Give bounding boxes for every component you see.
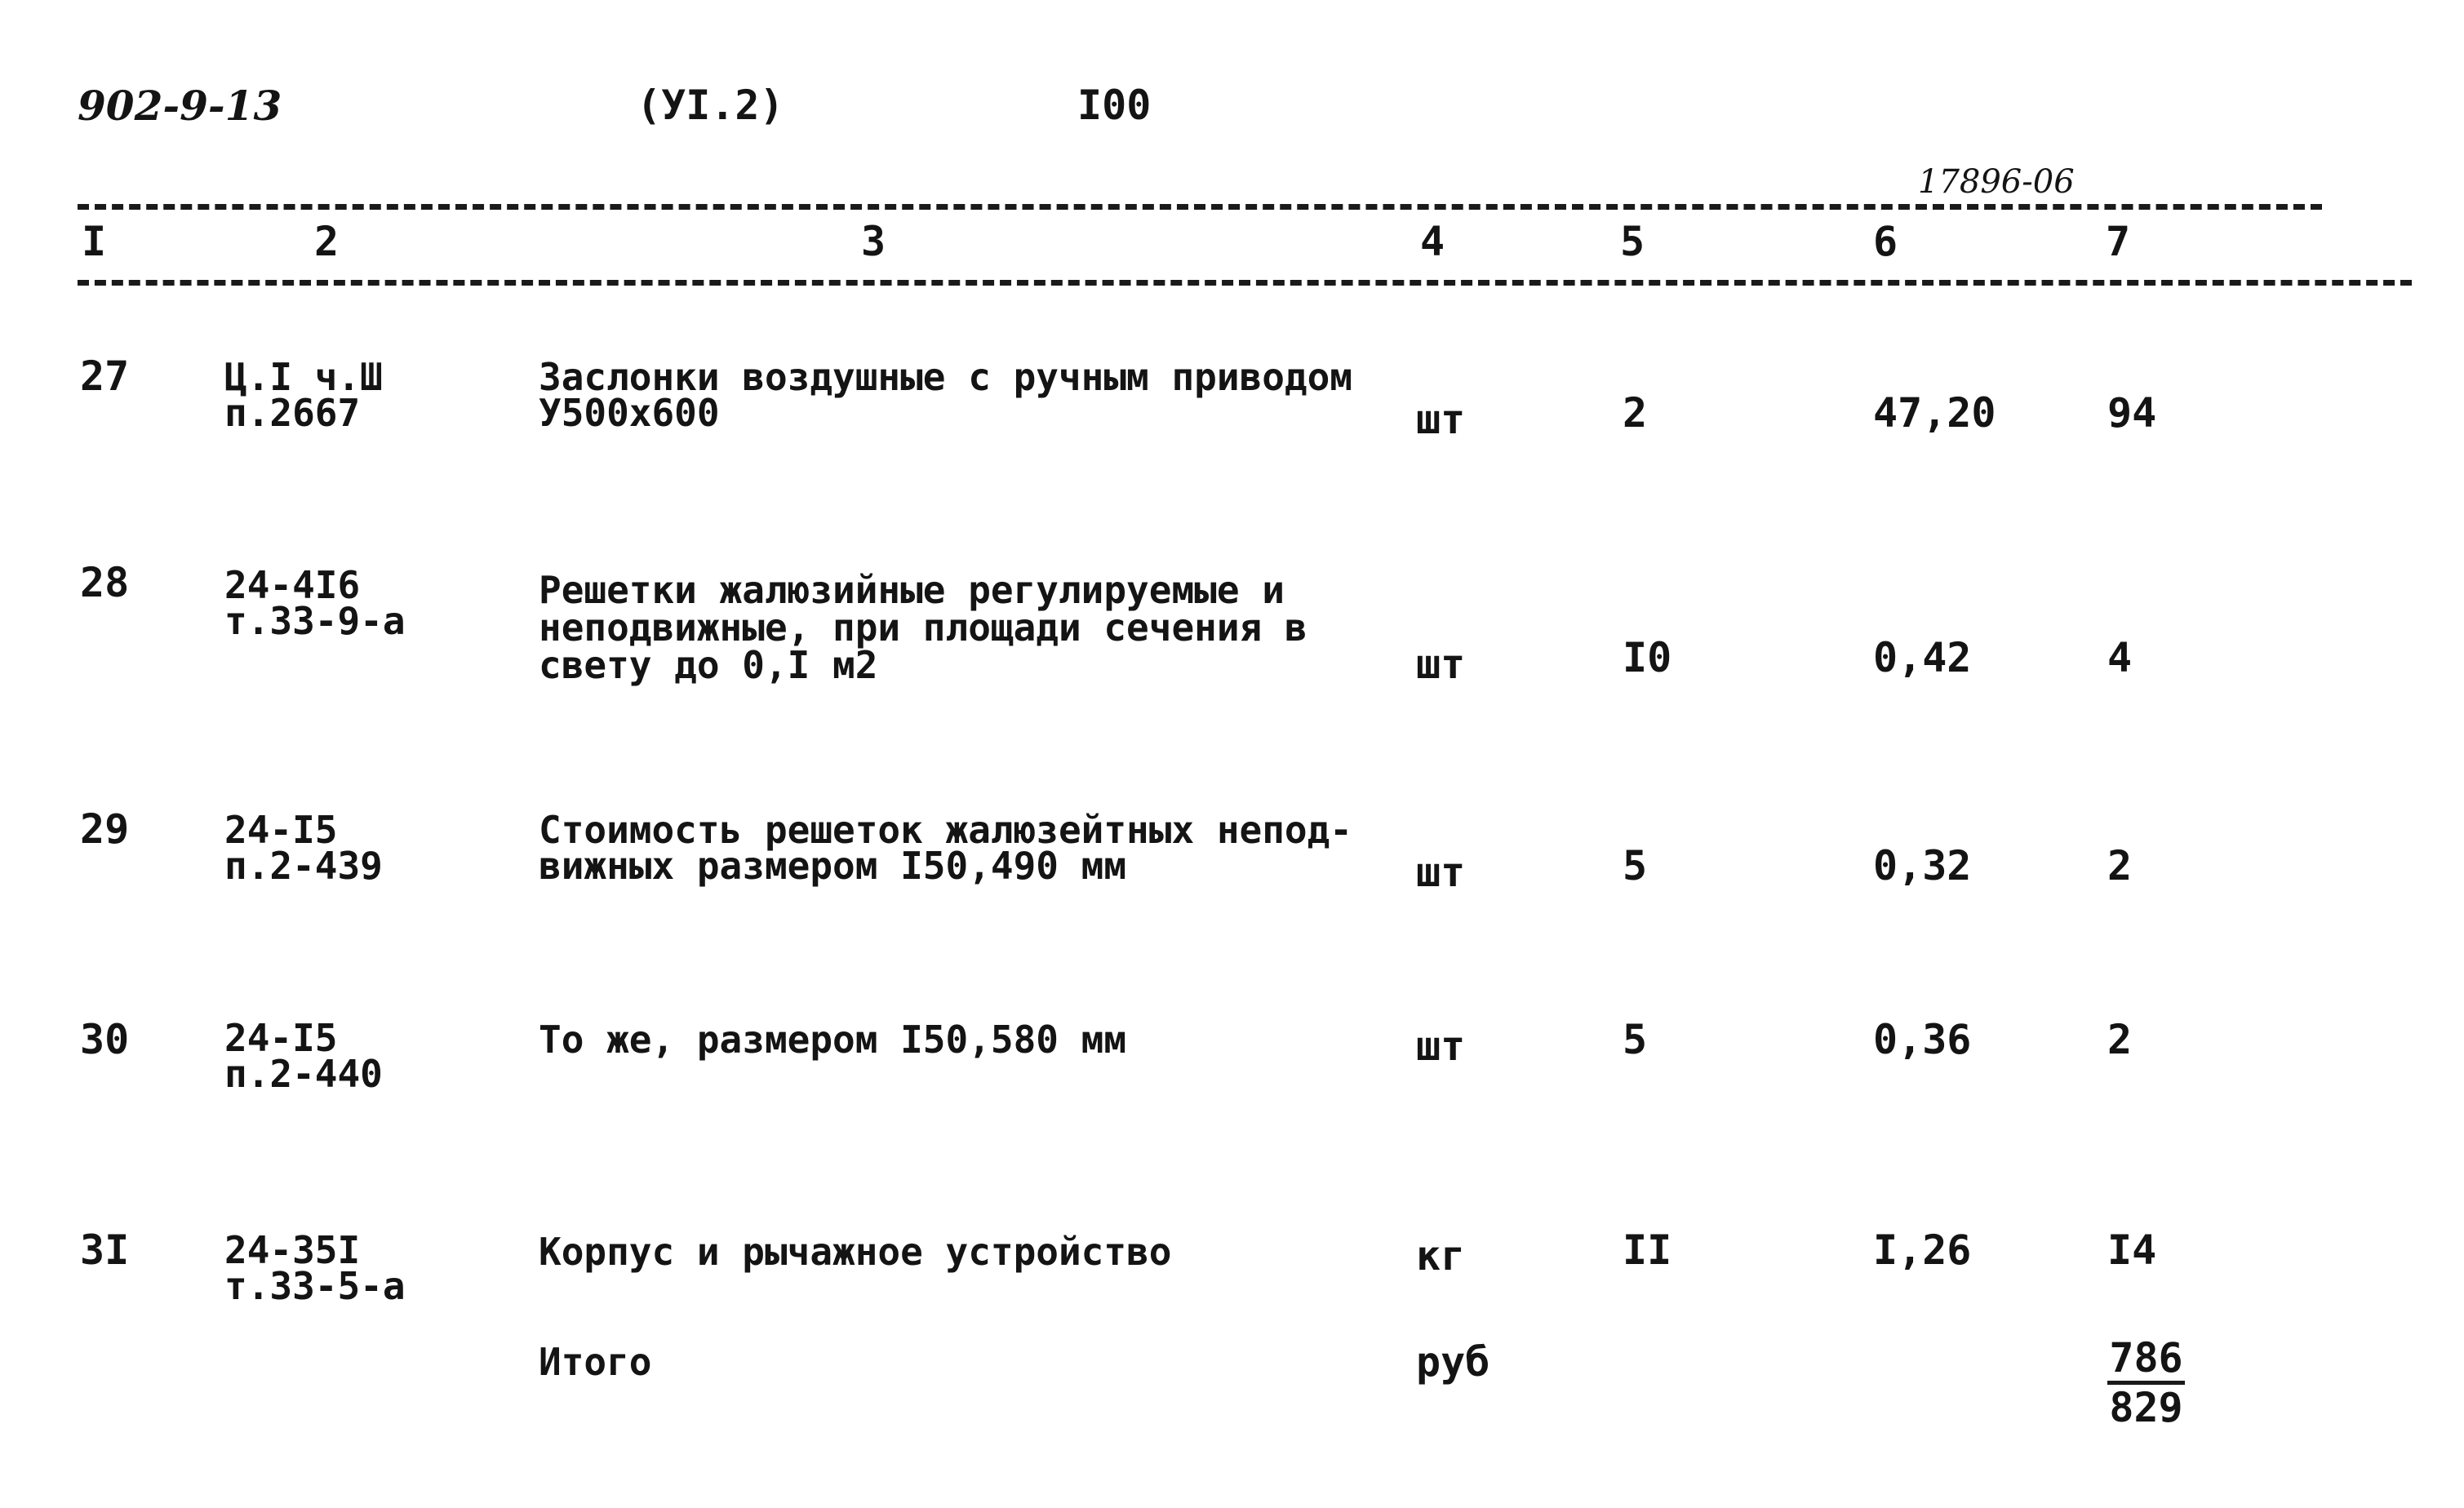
total-value-top: 786	[2109, 1334, 2183, 1382]
row-name: Заслонки воздушные с ручным приводом У500х600	[539, 355, 1352, 435]
row-unit: шт	[1416, 641, 1466, 688]
row-total: 2	[2107, 842, 2133, 889]
row-code: Ц.I ч.Ш п.2667	[224, 355, 383, 435]
row-price: I,26	[1873, 1226, 1972, 1274]
row-name: Корпус и рычажное устройство	[539, 1230, 1172, 1274]
row-number: 27	[80, 353, 130, 400]
row-total: 94	[2107, 389, 2157, 437]
row-unit: кг	[1416, 1232, 1466, 1280]
row-code: 24-35I т.33-5-а	[224, 1228, 406, 1308]
row-quantity: II	[1623, 1226, 1672, 1274]
row-quantity: 5	[1623, 1016, 1648, 1063]
row-code: 24-I5 п.2-440	[224, 1016, 383, 1096]
row-unit: шт	[1416, 396, 1466, 443]
total-fraction	[2107, 1334, 2185, 1431]
row-quantity: I0	[1623, 634, 1672, 681]
row-unit: шт	[1416, 849, 1466, 896]
column-header-2: 2	[314, 218, 340, 265]
row-number: 29	[80, 805, 130, 853]
row-price: 0,32	[1873, 842, 1972, 889]
row-total: 2	[2107, 1016, 2133, 1063]
section-number: (УI.2)	[637, 82, 784, 129]
row-number: 30	[80, 1016, 130, 1063]
total-unit: руб	[1416, 1338, 1490, 1386]
column-header-1: I	[82, 218, 107, 265]
header-bottom-rule	[78, 280, 2412, 286]
column-header-7: 7	[2106, 218, 2131, 265]
page-number: I00	[1077, 82, 1152, 129]
row-number: 28	[80, 559, 130, 606]
row-price: 47,20	[1873, 389, 1996, 437]
row-unit: шт	[1416, 1022, 1466, 1070]
row-name: Стоимость решеток жалюзейтных непод- вижных размером I50,490 мм	[539, 808, 1352, 888]
total-value-bottom: 829	[2109, 1384, 2183, 1431]
row-name: Решетки жалюзийные регулируемые и неподвижные, при площади сечения в свету до 0,I м2	[539, 568, 1307, 687]
column-header-6: 6	[1873, 218, 1898, 265]
row-price: 0,42	[1873, 634, 1972, 681]
row-price: 0,36	[1873, 1016, 1972, 1063]
header-top-rule	[78, 204, 2322, 210]
row-total: I4	[2107, 1226, 2157, 1274]
row-quantity: 2	[1623, 389, 1648, 437]
column-header-4: 4	[1420, 218, 1445, 265]
row-code: 24-4I6 т.33-9-а	[224, 563, 406, 643]
row-code: 24-I5 п.2-439	[224, 808, 383, 888]
row-quantity: 5	[1623, 842, 1648, 889]
row-number: 3I	[80, 1226, 130, 1274]
archive-number: 17896-06	[1918, 163, 2075, 201]
total-label: Итого	[539, 1340, 652, 1384]
row-total: 4	[2107, 634, 2133, 681]
column-header-3: 3	[861, 218, 886, 265]
column-header-5: 5	[1620, 218, 1645, 265]
document-code: 902-9-13	[78, 82, 282, 130]
row-name: То же, размером I50,580 мм	[539, 1018, 1127, 1062]
